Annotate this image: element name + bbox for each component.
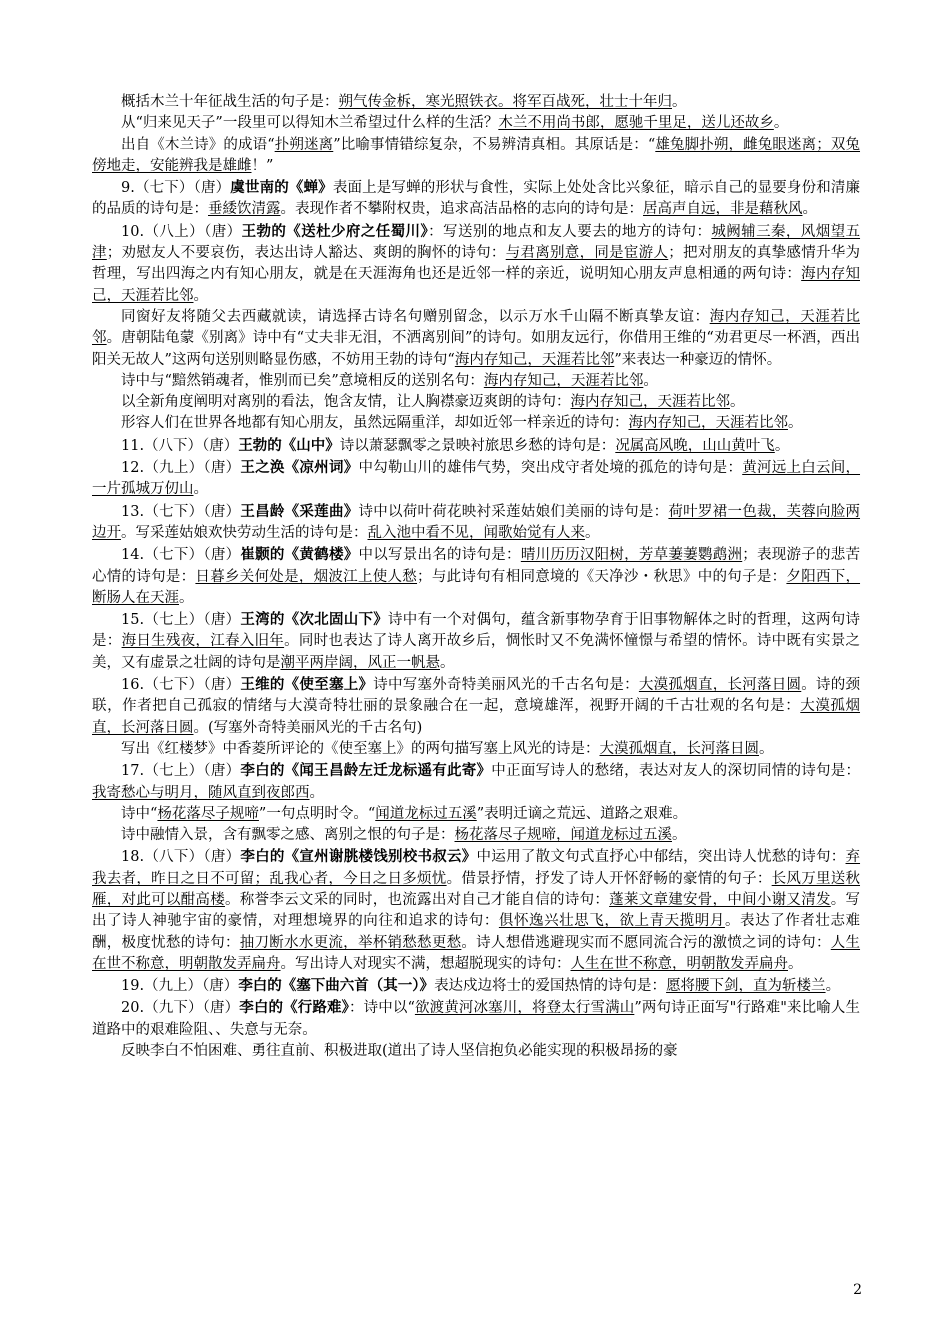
text-run: 12.（九上）（唐） [121, 460, 241, 477]
text-run: 。 [440, 654, 455, 671]
text-run: 。(写塞外奇特美丽风光的千古名句) [193, 719, 423, 736]
answer-underlined: 木兰不用尚书郎，愿驰千里足，送儿还故乡 [498, 115, 774, 132]
text-run: 中勾勒山川的雄伟气势，突出戍守者处境的孤危的诗句是： [358, 460, 743, 477]
poem-title: 崔颢的《黄鹤楼》 [240, 546, 359, 564]
poem-title: 李白的《宣州谢朓楼饯别校书叔云》 [240, 848, 477, 866]
text-run: 诗以萧瑟飘零之景映衬旅思乡愁的诗句是： [339, 437, 616, 454]
text-run: 15.（七上）（唐） [121, 612, 241, 629]
poem-title: 王维的《使至塞上》 [240, 676, 374, 694]
text-run: 17.（七上）（唐） [121, 763, 241, 780]
answer-underlined: 夕阳西下，断肠人在天涯 [92, 568, 861, 606]
text-run: 。 [179, 589, 194, 606]
text-run: ”来表达一种豪迈的情怀。 [614, 351, 782, 368]
text-run: 反映李白不怕困难、勇往直前、积极进取(道出了诗人坚信抱负必能实现的积极昂扬的豪 [121, 1043, 678, 1060]
text-run: 11.（八下）（唐） [121, 437, 239, 454]
paragraph [92, 997, 860, 1041]
text-run: 。 [309, 784, 324, 801]
text-run: 。 [802, 201, 817, 218]
paragraph [92, 307, 860, 371]
text-run: 表面上是写蝉的形状与食性，实际上处处含比兴象征，暗示自己的显要身份和清廉的品质的诗句是： [92, 180, 861, 218]
text-run: ”一句点明时令。“ [258, 805, 376, 822]
text-run: 中以写景出名的诗句是： [358, 547, 521, 564]
answer-underlined: 我寄愁心与明月，随风直到夜郎西 [92, 784, 310, 801]
answer-underlined: 与君离别意，同是宦游人 [505, 245, 669, 262]
answer-underlined: 扑朔迷离 [274, 136, 334, 153]
answer-underlined: 垂緌饮清露 [208, 201, 281, 218]
text-run: 。 [773, 115, 789, 132]
poem-title: 王之涣《凉州词》 [240, 459, 359, 477]
text-run: 。唐朝陆龟蒙《别离》诗中有“丈夫非无泪，不洒离别间”的诗句。如朋友远行，你借用王维的“劝君更尽一杯酒，西出阳关无故人”这两句送别则略显伤感，不妨用王勃的诗句“ [92, 330, 861, 368]
answer-underlined: 人生在世不称意，明朝散发弄扁舟 [570, 955, 788, 972]
text-run: 形容人们在世界各地都有知心朋友，虽然远隔重洋，却如近邻一样亲近的诗句： [121, 415, 629, 432]
page-number: 2 [853, 1282, 862, 1298]
text-run: 诗中有一个对偶句，蕴含新事物孕育于旧事物解体之时的哲理，这两句诗是： [92, 612, 861, 650]
answer-underlined: 潮平两岸阔，风正一帆悬 [280, 654, 440, 671]
paragraph [92, 177, 860, 221]
answer-underlined: 海日生残夜，江春入旧年 [121, 633, 285, 650]
text-run: 。称誉李云文采的同时，也流露出对自己才能自信的诗句： [224, 891, 610, 908]
text-run: 。 [825, 978, 841, 995]
answer-underlined: 欲渡黄河冰塞川，将登太行雪满山 [414, 1000, 635, 1017]
answer-underlined: 杨花落尽子规啼 [157, 805, 259, 822]
text-run: 写出《红楼梦》中香菱所评论的《使至塞上》的两句描写塞上风光的诗是： [121, 740, 600, 757]
text-run: 诗中融情入景，含有飘零之感、离别之恨的句子是： [121, 827, 455, 844]
answer-underlined: 海内存知己，天涯若比邻 [92, 266, 860, 304]
text-run: ；与此诗句有相同意境的《天净沙・秋思》中的句子是： [417, 568, 787, 585]
paragraph [92, 1041, 860, 1062]
paragraph [92, 739, 860, 760]
poem-title: 李白的《行路难》 [239, 999, 349, 1017]
text-run: 。 [759, 740, 774, 757]
answer-underlined: 晴川历历汉阳树，芳草萋萋鹦鹉洲 [520, 547, 743, 564]
poem-title: 王勃的《送杜少府之任蜀川》 [241, 222, 429, 240]
text-run: 诗中以荷叶荷花映衬采莲姑娘们美丽的诗句是： [358, 503, 669, 520]
text-run: 中正面写诗人的愁绪，表达对友人的深切同情的诗句是： [491, 763, 861, 780]
text-run: 同窗好友将随父去西藏就读，请选择古诗名句赠别留念，以示万水千山隔不断真挚友谊： [121, 308, 710, 325]
answer-underlined: 况属高风晚，山山黄叶飞 [615, 437, 775, 454]
answer-underlined: 居高声自远，非是藉秋风 [643, 201, 803, 218]
text-run: 。同时也表达了诗人离开故乡后，惆怅时又不免满怀憧憬与希望的情怀。诗中既有实景之美，又有虚景之壮阔的诗句是 [92, 633, 861, 671]
paragraph [92, 413, 860, 434]
text-run: ；劝慰友人不要哀伤，表达出诗人豁达、爽朗的胸怀的诗句： [106, 245, 506, 262]
answer-underlined: 海内存知己，天涯若比邻 [454, 351, 615, 368]
text-run: 13.（七下）（唐） [121, 503, 241, 520]
answer-underlined: 黄河远上白云间，一片孤城万仞山 [92, 460, 861, 498]
text-run: 。写出诗人对现实不满，想超脱现实的诗句： [280, 955, 571, 972]
text-run: 诗中写塞外奇特美丽风光的千古名句是： [373, 677, 639, 694]
answer-underlined: 城阙辅三秦，风烟望五津 [92, 223, 861, 262]
text-run: ：诗中以“ [349, 1000, 415, 1017]
text-run: 。表达了作者壮志难酬，极度忧愁的诗句： [92, 913, 861, 951]
paragraph [92, 457, 860, 501]
text-run: 20.（九下）（唐） [121, 1000, 240, 1017]
paragraph [92, 804, 860, 825]
text-run: 16.（七下）（唐） [121, 677, 241, 694]
answer-underlined: 大漠孤烟直，长河落日圆 [638, 677, 802, 694]
answer-underlined: 海内存知己，天涯若比邻 [628, 415, 788, 432]
answer-underlined: 俱怀逸兴壮思飞，欲上青天揽明月 [498, 913, 725, 930]
text-run: 。写出了诗人神驰宇宙的豪情，对理想境界的向往和追求的诗句： [92, 891, 861, 930]
poem-title: 虞世南的《蝉》 [230, 179, 333, 197]
text-run: 从“归来见天子”一段里可以得知木兰希望过什么样的生活？ [121, 115, 499, 132]
text-run: 。借景抒情，抒发了诗人开怀舒畅的豪情的句子： [446, 870, 772, 887]
text-run: 。写采莲姑娘欢快劳动生活的诗句是： [121, 524, 368, 541]
text-run: 。表现作者不攀附权贵，追求高洁品格的志向的诗句是： [280, 201, 643, 218]
text-run: 18.（八下）（唐） [121, 849, 241, 866]
answer-underlined: 愿将腰下剑，直为斩楼兰 [666, 978, 826, 995]
answer-underlined: 人生在世不称意，明朝散发弄扁舟 [92, 934, 861, 972]
answer-underlined: 蓬莱文章建安骨，中间小谢又清发 [609, 891, 831, 908]
text-run: 。 [730, 394, 745, 411]
answer-underlined: 大漠孤烟直，长河落日圆 [599, 740, 759, 757]
answer-underlined: 抽刀断水水更流，举杯销愁愁更愁 [239, 934, 462, 951]
paragraph [92, 825, 860, 846]
text-run: 。 [788, 415, 803, 432]
answer-underlined: 大漠孤烟直，长河落日圆 [92, 698, 861, 736]
text-run: 诗中与“黯然销魂者，惟别而已矣”意境相反的送别名句： [121, 372, 484, 389]
text-run: 。 [788, 955, 803, 972]
text-run: ”两句诗正面写"行路难"来比喻人生道路中的艰难险阻、、失意与无奈。 [92, 1000, 861, 1038]
text-run: 诗中“ [121, 805, 158, 822]
paragraph [92, 975, 860, 997]
text-run: 。诗的颈联，作者把自己孤寂的情绪与大漠奇特壮丽的景象融合在一起，意境雄浑，视野开阔的千古壮观的名句是： [92, 677, 861, 715]
text-run: 以全新角度阐明对离别的看法，饱含友情，让人胸襟豪迈爽朗的诗句： [121, 394, 571, 411]
text-run: 。 [193, 287, 208, 304]
poem-title: 王勃的《山中》 [238, 436, 340, 454]
paragraph [92, 544, 860, 609]
paragraph [92, 609, 860, 674]
text-run: 14.（七下）（唐） [121, 547, 241, 564]
answer-underlined: 海内存知己，天涯若比邻 [483, 372, 644, 389]
answer-underlined: 日暮乡关何处是，烟波江上使人愁 [195, 568, 418, 585]
text-run: 。 [643, 372, 658, 389]
paragraph [92, 846, 860, 975]
answer-underlined: 闻道龙标过五溪 [375, 805, 477, 822]
answer-underlined: 朔气传金柝，寒光照铁衣。将军百战死，壮士十年归 [338, 94, 672, 110]
text-run: 。 [672, 94, 687, 110]
text-run: 10.（八上）（唐） [121, 223, 242, 240]
answer-underlined: 长风万里送秋雁，对此可以酣高楼 [92, 870, 861, 908]
text-run: ：写送别的地点和友人要去的地方的诗句： [428, 223, 712, 240]
text-run: 。 [585, 524, 600, 541]
paragraph [92, 760, 860, 804]
poem-title: 李白的《塞下曲六首（其一）》 [238, 977, 435, 995]
text-run: 表达戍边将士的爱国热情的诗句是： [434, 978, 667, 995]
text-run: 9.（七下）（唐） [121, 180, 231, 197]
text-run: ；把对朋友的真挚感情升华为哲理，写出四海之内有知心朋友，就是在天涯海角也还是近邻一样的亲近，说明知心朋友声息相通的两句诗： [92, 245, 861, 283]
paragraph [92, 221, 860, 307]
text-run: ”表明迁谪之荒远、道路之艰难。 [476, 805, 688, 822]
paragraph [92, 501, 860, 545]
text-run: ”比喻事情错综复杂，不易辨清真相。其原话是：“ [333, 136, 656, 153]
poem-title: 王湾的《次北固山下》 [240, 611, 388, 629]
answer-underlined: 海内存知己，天涯若比邻 [92, 308, 860, 347]
text-run: 中运用了散文句式直抒心中郁结，突出诗人忧愁的诗句： [476, 849, 846, 866]
answer-underlined: 雄兔脚扑朔，雌兔眼迷离；双兔傍地走，安能辨我是雄雌 [92, 136, 861, 174]
paragraph [92, 371, 860, 392]
paragraph [92, 135, 860, 178]
text-run: 。 [774, 437, 790, 454]
text-run: ！” [251, 157, 274, 174]
answer-underlined: 杨花落尽子规啼，闻道龙标过五溪 [454, 827, 672, 844]
poem-title: 王昌龄《采莲曲》 [240, 502, 359, 520]
poem-title: 李白的《闻王昌龄左迁龙标遥有此寄》 [240, 762, 492, 780]
answer-underlined: 乱入池中看不见，闻歌始觉有人来 [367, 524, 585, 541]
text-run: 。 [193, 481, 208, 498]
text-run: 。 [672, 827, 687, 844]
text-run: 。诗人想借逃避现实而不愿同流合污的激愤之词的诗句： [461, 934, 831, 951]
paragraph [92, 435, 860, 457]
paragraph [92, 113, 860, 134]
text-run: 出自《木兰诗》的成语“ [121, 136, 275, 153]
text-run: 19.（九上）（唐） [121, 978, 239, 995]
answer-underlined: 海内存知己，天涯若比邻 [570, 394, 730, 411]
answer-underlined: 荷叶罗裙一色裁，芙蓉向脸两边开 [92, 503, 861, 541]
text-run: ；表现游子的悲苦心情的诗句是： [92, 547, 861, 585]
paragraph [92, 392, 860, 413]
paragraph [92, 92, 860, 113]
text-run: 概括木兰十年征战生活的句子是： [121, 94, 339, 110]
answer-underlined: 弃我去者，昨日之日不可留；乱我心者，今日之日多烦忧 [92, 849, 861, 887]
paragraph [92, 674, 860, 739]
